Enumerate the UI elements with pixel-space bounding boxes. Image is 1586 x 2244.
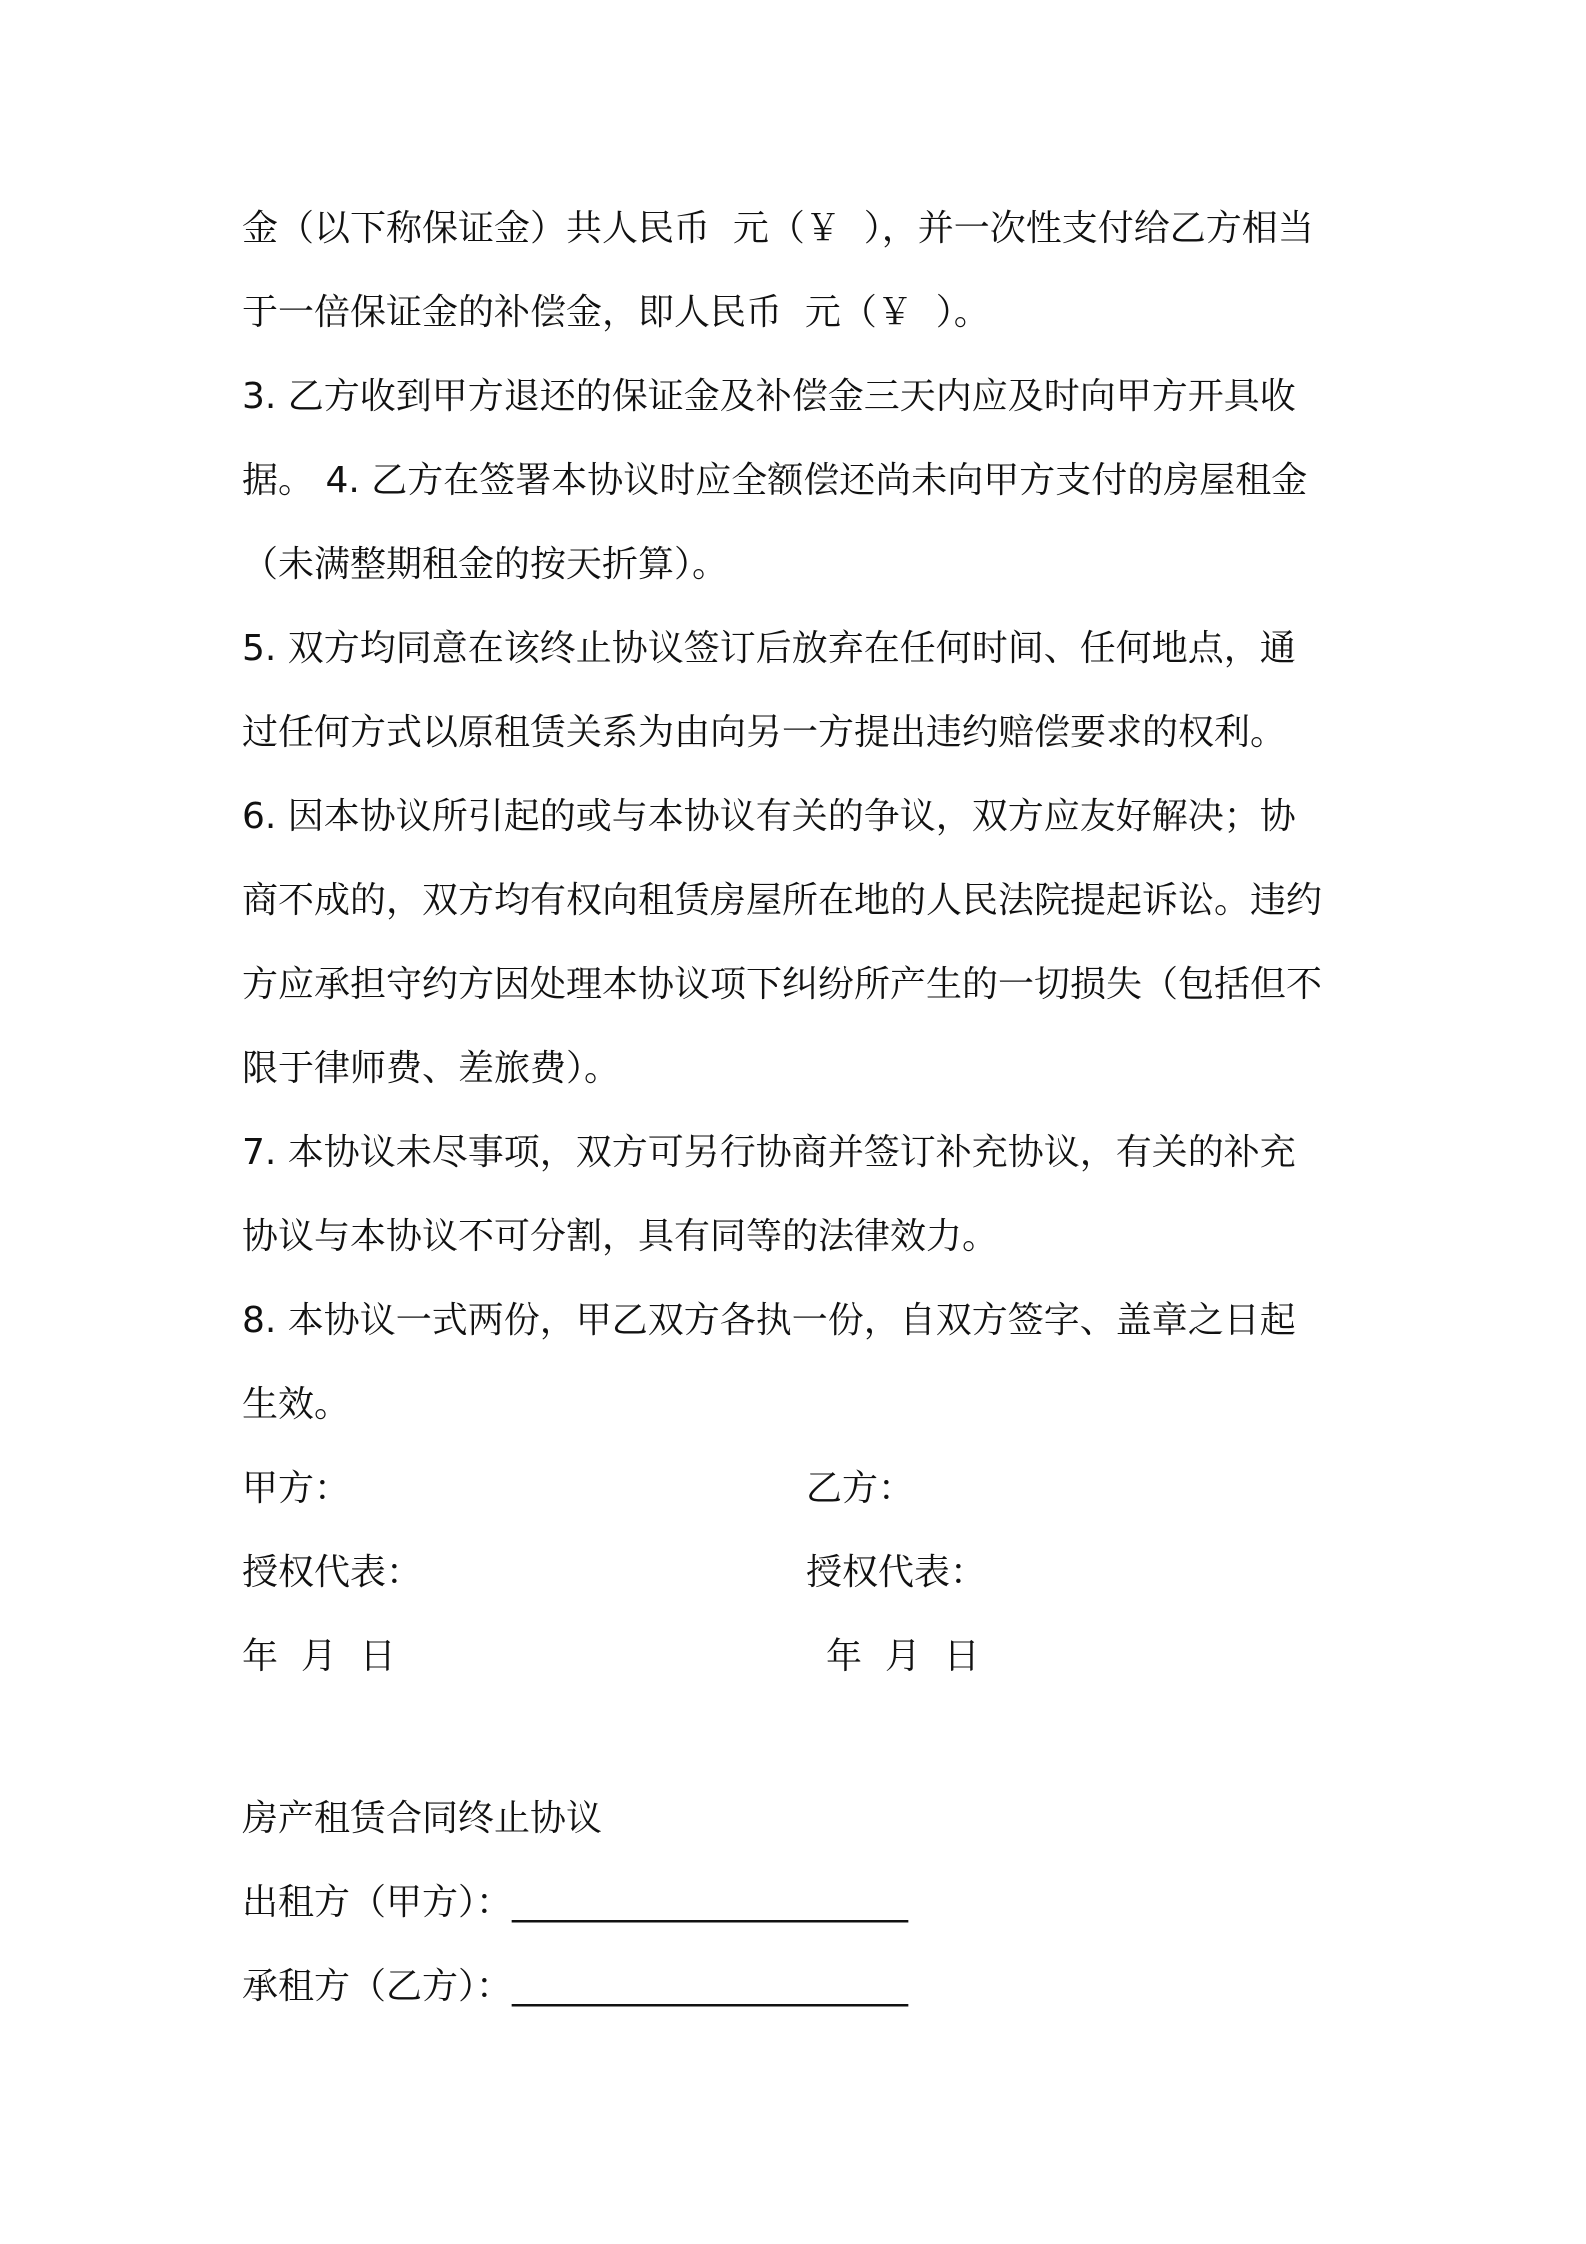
body-line-11: 限于律师费、差旅费）。 (242, 1048, 621, 1089)
body-line-7: 过任何方式以原租赁关系为由向另一方提出违约赔偿要求的权利。 (242, 712, 1287, 753)
body-line-15: 生效。 (242, 1384, 351, 1425)
date-a: 年 月 日 (242, 1636, 396, 1677)
body-line-6: 5. 双方均同意在该终止协议签订后放弃在任何时间、任何地点，通 (242, 628, 1296, 669)
body-line-4: 据。 4. 乙方在签署本协议时应全额偿还尚未向甲方支付的房屋租金 (242, 460, 1308, 501)
rep-b-label: 授权代表： (806, 1552, 987, 1593)
party-a-label: 甲方： (242, 1468, 351, 1509)
body-line-10: 方应承担守约方因处理本协议项下纠纷所产生的一切损失（包括但不 (242, 964, 1323, 1005)
body-line-2: 于一倍保证金的补偿金，即人民币 元（￥ ）。 (242, 292, 990, 333)
date-b: 年 月 日 (826, 1636, 980, 1677)
body-line-13: 协议与本协议不可分割，具有同等的法律效力。 (242, 1216, 999, 1257)
body-line-12: 7. 本协议未尽事项，双方可另行协商并签订补充协议，有关的补充 (242, 1132, 1296, 1173)
body-line-9: 商不成的，双方均有权向租赁房屋所在地的人民法院提起诉讼。违约 (242, 880, 1323, 921)
body-line-3: 3. 乙方收到甲方退还的保证金及补偿金三天内应及时向甲方开具收 (242, 376, 1296, 417)
section-title: 房产租赁合同终止协议 (242, 1798, 603, 1839)
body-line-5: （未满整期租金的按天折算）。 (242, 544, 729, 585)
body-line-8: 6. 因本协议所引起的或与本协议有关的争议，双方应友好解决；协 (242, 796, 1296, 837)
lessor-line: 出租方（甲方）：______________________ (242, 1882, 909, 1923)
rep-a-label: 授权代表： (242, 1552, 423, 1593)
lessee-line: 承租方（乙方）：______________________ (242, 1966, 909, 2007)
party-b-label: 乙方： (806, 1468, 915, 1509)
body-line-1: 金（以下称保证金）共人民币 元（￥ ），并一次性支付给乙方相当 (242, 208, 1314, 249)
body-line-14: 8. 本协议一式两份，甲乙双方各执一份，自双方签字、盖章之日起 (242, 1300, 1296, 1341)
